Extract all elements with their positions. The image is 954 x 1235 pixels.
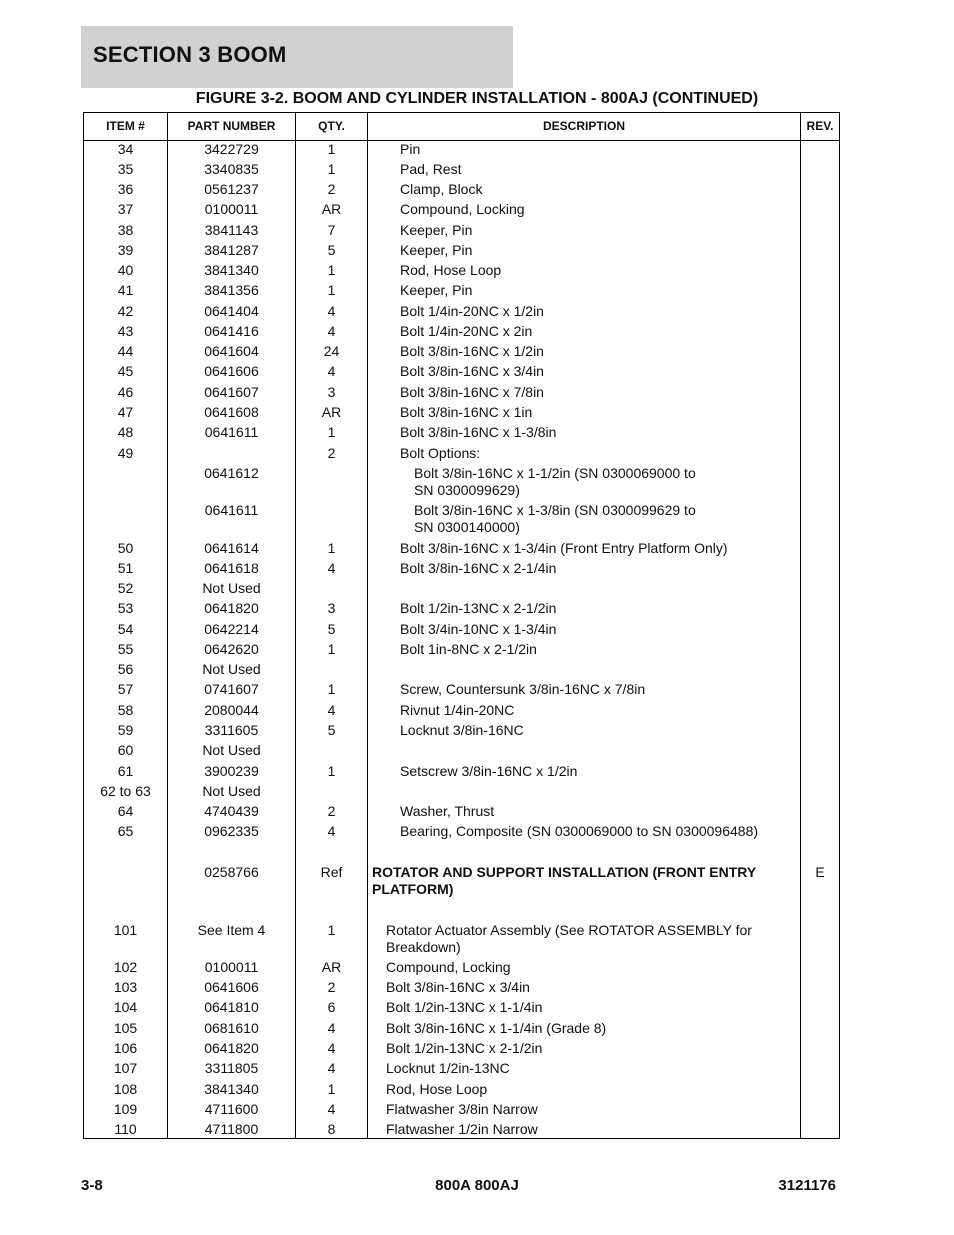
header-qty: QTY. bbox=[318, 119, 345, 133]
item-number-cell: 49 bbox=[117, 445, 134, 461]
item-number-cell: 51 bbox=[117, 560, 134, 576]
part-number-cell: 4711600 bbox=[204, 1101, 259, 1117]
item-number-cell: 105 bbox=[113, 1020, 138, 1036]
qty-cell: AR bbox=[321, 404, 342, 420]
description-cell: Rod, Hose Loop bbox=[400, 262, 502, 278]
part-number-cell: 0741607 bbox=[204, 681, 259, 697]
header-description: DESCRIPTION bbox=[542, 119, 625, 133]
item-number-cell: 102 bbox=[113, 959, 138, 975]
description-cell: PLATFORM) bbox=[372, 881, 454, 897]
qty-cell: 1 bbox=[327, 424, 336, 440]
item-number-cell: 34 bbox=[117, 141, 134, 157]
qty-cell: AR bbox=[321, 959, 342, 975]
qty-cell: 1 bbox=[327, 922, 336, 938]
item-number-cell: 36 bbox=[117, 181, 134, 197]
item-number-cell: 65 bbox=[117, 823, 134, 839]
item-number-cell: 45 bbox=[117, 363, 134, 379]
part-number-cell: 0641604 bbox=[204, 343, 259, 359]
item-number-cell: 61 bbox=[117, 763, 134, 779]
item-number-cell: 43 bbox=[117, 323, 134, 339]
description-cell: Setscrew 3/8in-16NC x 1/2in bbox=[400, 763, 578, 779]
item-number-cell: 53 bbox=[117, 600, 134, 616]
qty-cell: 1 bbox=[327, 763, 336, 779]
description-cell: Bolt 3/8in-16NC x 1-1/4in (Grade 8) bbox=[386, 1020, 607, 1036]
section-title: SECTION 3 BOOM bbox=[93, 42, 287, 67]
description-cell: Clamp, Block bbox=[400, 181, 483, 197]
item-number-cell: 62 to 63 bbox=[100, 783, 151, 799]
description-cell: Bolt 1/2in-13NC x 1-1/4in bbox=[386, 999, 543, 1015]
part-number-cell: 3900239 bbox=[204, 763, 259, 779]
item-number-cell: 37 bbox=[117, 201, 134, 217]
qty-cell: 5 bbox=[327, 621, 336, 637]
part-number-cell: 0641606 bbox=[204, 979, 259, 995]
part-number-cell: 0641607 bbox=[204, 384, 259, 400]
description-cell: Screw, Countersunk 3/8in-16NC x 7/8in bbox=[400, 681, 646, 697]
qty-cell: 4 bbox=[327, 702, 336, 718]
rev-cell: E bbox=[815, 864, 825, 880]
header-item: ITEM # bbox=[106, 119, 145, 133]
part-number-cell: 0561237 bbox=[204, 181, 259, 197]
qty-cell: 7 bbox=[327, 222, 336, 238]
qty-cell: 3 bbox=[327, 600, 336, 616]
part-number-cell: 3841340 bbox=[204, 262, 259, 278]
part-number-cell: 3422729 bbox=[204, 141, 259, 157]
qty-cell: 4 bbox=[327, 1040, 336, 1056]
part-number-cell: 0641810 bbox=[204, 999, 259, 1015]
description-cell: Pin bbox=[400, 141, 421, 157]
item-number-cell: 56 bbox=[117, 661, 134, 677]
part-number-cell: 0641606 bbox=[204, 363, 259, 379]
description-cell: Bolt 3/8in-16NC x 1-3/4in (Front Entry Platform Only) bbox=[400, 540, 728, 556]
part-number-cell: Not Used bbox=[202, 661, 261, 677]
qty-cell: 5 bbox=[327, 242, 336, 258]
qty-cell: 2 bbox=[327, 803, 336, 819]
part-number-cell: 0642214 bbox=[204, 621, 259, 637]
qty-cell: 1 bbox=[327, 282, 336, 298]
qty-cell: 4 bbox=[327, 363, 336, 379]
description-cell: Locknut 1/2in-13NC bbox=[386, 1060, 510, 1076]
description-cell: Bolt 3/8in-16NC x 1-3/8in bbox=[400, 424, 557, 440]
part-number-cell: 0641608 bbox=[204, 404, 259, 420]
part-number-cell: Not Used bbox=[202, 742, 261, 758]
qty-cell: 1 bbox=[327, 262, 336, 278]
qty-cell: 5 bbox=[327, 722, 336, 738]
column-divider bbox=[800, 113, 801, 1138]
qty-cell: 24 bbox=[323, 343, 340, 359]
part-number-cell: 0641820 bbox=[204, 600, 259, 616]
part-number-cell: 2080044 bbox=[204, 702, 259, 718]
qty-cell: Ref bbox=[320, 864, 343, 880]
description-cell: Bolt 3/4in-10NC x 1-3/4in bbox=[400, 621, 557, 637]
item-number-cell: 35 bbox=[117, 161, 134, 177]
item-number-cell: 38 bbox=[117, 222, 134, 238]
item-number-cell: 57 bbox=[117, 681, 134, 697]
item-number-cell: 44 bbox=[117, 343, 134, 359]
part-number-cell: 0641404 bbox=[204, 303, 259, 319]
qty-cell: 4 bbox=[327, 823, 336, 839]
item-number-cell: 47 bbox=[117, 404, 134, 420]
section-header bbox=[81, 26, 513, 88]
item-number-cell: 108 bbox=[113, 1081, 138, 1097]
item-number-cell: 107 bbox=[113, 1060, 138, 1076]
description-cell: SN 0300099629) bbox=[414, 482, 520, 498]
description-cell: Pad, Rest bbox=[400, 161, 462, 177]
item-number-cell: 60 bbox=[117, 742, 134, 758]
part-number-cell: 0962335 bbox=[204, 823, 259, 839]
figure-title: FIGURE 3-2. BOOM AND CYLINDER INSTALLATION - 800AJ (CONTINUED) bbox=[195, 90, 759, 107]
part-number-cell: 3311805 bbox=[204, 1060, 259, 1076]
footer-page-number: 3-8 bbox=[81, 1177, 103, 1194]
description-cell: Bolt 3/8in-16NC x 7/8in bbox=[400, 384, 544, 400]
footer-doc-number: 3121176 bbox=[778, 1177, 836, 1194]
item-number-cell: 52 bbox=[117, 580, 134, 596]
part-number-cell: 3340835 bbox=[204, 161, 259, 177]
part-number-cell: 4711800 bbox=[204, 1121, 259, 1137]
description-cell: Compound, Locking bbox=[400, 201, 525, 217]
column-divider bbox=[367, 113, 368, 1138]
description-cell: Rivnut 1/4in-20NC bbox=[400, 702, 515, 718]
description-cell: Bolt 1in-8NC x 2-1/2in bbox=[400, 641, 537, 657]
description-cell: Bolt 1/2in-13NC x 2-1/2in bbox=[386, 1040, 543, 1056]
description-cell: Rotator Actuator Assembly (See ROTATOR ASSEMBLY for bbox=[386, 922, 752, 938]
footer-model: 800A 800AJ bbox=[435, 1177, 519, 1194]
header-part-number: PART NUMBER bbox=[187, 119, 276, 133]
qty-cell: 1 bbox=[327, 1081, 336, 1097]
qty-cell: 4 bbox=[327, 1060, 336, 1076]
item-number-cell: 109 bbox=[113, 1101, 138, 1117]
description-cell: Rod, Hose Loop bbox=[386, 1081, 488, 1097]
item-number-cell: 46 bbox=[117, 384, 134, 400]
part-number-cell: 0100011 bbox=[204, 201, 259, 217]
header-rev: REV. bbox=[806, 119, 834, 133]
description-cell: Bolt Options: bbox=[400, 445, 481, 461]
description-cell: Bolt 3/8in-16NC x 1-1/2in (SN 0300069000 to bbox=[414, 465, 696, 481]
item-number-cell: 64 bbox=[117, 803, 134, 819]
part-number-cell: 0641820 bbox=[204, 1040, 259, 1056]
qty-cell: 4 bbox=[327, 323, 336, 339]
qty-cell: 1 bbox=[327, 161, 336, 177]
qty-cell: 4 bbox=[327, 1101, 336, 1117]
part-number-cell: 0641416 bbox=[204, 323, 259, 339]
description-cell: Bolt 1/2in-13NC x 2-1/2in bbox=[400, 600, 557, 616]
part-number-cell: 0641612 bbox=[204, 465, 259, 481]
item-number-cell: 40 bbox=[117, 262, 134, 278]
qty-cell: 2 bbox=[327, 445, 336, 461]
qty-cell: 1 bbox=[327, 641, 336, 657]
description-cell: Bolt 3/8in-16NC x 1-3/8in (SN 0300099629 to bbox=[414, 502, 696, 518]
part-number-cell: 0641611 bbox=[204, 424, 259, 440]
description-cell: Breakdown) bbox=[386, 939, 461, 955]
qty-cell: AR bbox=[321, 201, 342, 217]
part-number-cell: 3841143 bbox=[204, 222, 259, 238]
item-number-cell: 48 bbox=[117, 424, 134, 440]
qty-cell: 2 bbox=[327, 979, 336, 995]
description-cell: Bearing, Composite (SN 0300069000 to SN 0300096488) bbox=[400, 823, 759, 839]
description-cell: Locknut 3/8in-16NC bbox=[400, 722, 524, 738]
item-number-cell: 41 bbox=[117, 282, 134, 298]
description-cell: Bolt 3/8in-16NC x 1/2in bbox=[400, 343, 544, 359]
item-number-cell: 50 bbox=[117, 540, 134, 556]
part-number-cell: See Item 4 bbox=[197, 922, 266, 938]
item-number-cell: 103 bbox=[113, 979, 138, 995]
item-number-cell: 55 bbox=[117, 641, 134, 657]
part-number-cell: 3841356 bbox=[204, 282, 259, 298]
item-number-cell: 54 bbox=[117, 621, 134, 637]
part-number-cell: 3841340 bbox=[204, 1081, 259, 1097]
description-cell: SN 0300140000) bbox=[414, 519, 520, 535]
qty-cell: 4 bbox=[327, 303, 336, 319]
part-number-cell: 0681610 bbox=[204, 1020, 259, 1036]
description-cell: Keeper, Pin bbox=[400, 242, 473, 258]
part-number-cell: 0641618 bbox=[204, 560, 259, 576]
description-cell: Bolt 3/8in-16NC x 1in bbox=[400, 404, 533, 420]
qty-cell: 4 bbox=[327, 1020, 336, 1036]
item-number-cell: 101 bbox=[113, 922, 138, 938]
part-number-cell: 4740439 bbox=[204, 803, 259, 819]
description-cell: Bolt 1/4in-20NC x 2in bbox=[400, 323, 533, 339]
item-number-cell: 104 bbox=[113, 999, 138, 1015]
qty-cell: 4 bbox=[327, 560, 336, 576]
qty-cell: 1 bbox=[327, 141, 336, 157]
part-number-cell: 0641611 bbox=[204, 502, 259, 518]
part-number-cell: 0100011 bbox=[204, 959, 259, 975]
description-cell: Washer, Thrust bbox=[400, 803, 495, 819]
qty-cell: 6 bbox=[327, 999, 336, 1015]
description-cell: Bolt 1/4in-20NC x 1/2in bbox=[400, 303, 544, 319]
description-cell: Bolt 3/8in-16NC x 3/4in bbox=[386, 979, 530, 995]
part-number-cell: 3311605 bbox=[204, 722, 259, 738]
qty-cell: 8 bbox=[327, 1121, 336, 1137]
description-cell: Flatwasher 3/8in Narrow bbox=[386, 1101, 538, 1117]
description-cell: Flatwasher 1/2in Narrow bbox=[386, 1121, 538, 1137]
description-cell: Bolt 3/8in-16NC x 3/4in bbox=[400, 363, 544, 379]
part-number-cell: 3841287 bbox=[204, 242, 259, 258]
description-cell: Bolt 3/8in-16NC x 2-1/4in bbox=[400, 560, 557, 576]
description-cell: ROTATOR AND SUPPORT INSTALLATION (FRONT ENTRY bbox=[372, 864, 757, 880]
parts-table bbox=[83, 112, 840, 1139]
item-number-cell: 59 bbox=[117, 722, 134, 738]
item-number-cell: 110 bbox=[114, 1121, 137, 1137]
part-number-cell: Not Used bbox=[202, 580, 261, 596]
part-number-cell: 0258766 bbox=[204, 864, 259, 880]
description-cell: Compound, Locking bbox=[386, 959, 511, 975]
part-number-cell: Not Used bbox=[202, 783, 261, 799]
qty-cell: 1 bbox=[327, 681, 336, 697]
item-number-cell: 58 bbox=[117, 702, 134, 718]
item-number-cell: 39 bbox=[117, 242, 134, 258]
part-number-cell: 0642620 bbox=[204, 641, 259, 657]
item-number-cell: 106 bbox=[113, 1040, 138, 1056]
description-cell: Keeper, Pin bbox=[400, 282, 473, 298]
qty-cell: 3 bbox=[327, 384, 336, 400]
qty-cell: 2 bbox=[327, 181, 336, 197]
description-cell: Keeper, Pin bbox=[400, 222, 473, 238]
part-number-cell: 0641614 bbox=[204, 540, 259, 556]
item-number-cell: 42 bbox=[117, 303, 134, 319]
qty-cell: 1 bbox=[327, 540, 336, 556]
